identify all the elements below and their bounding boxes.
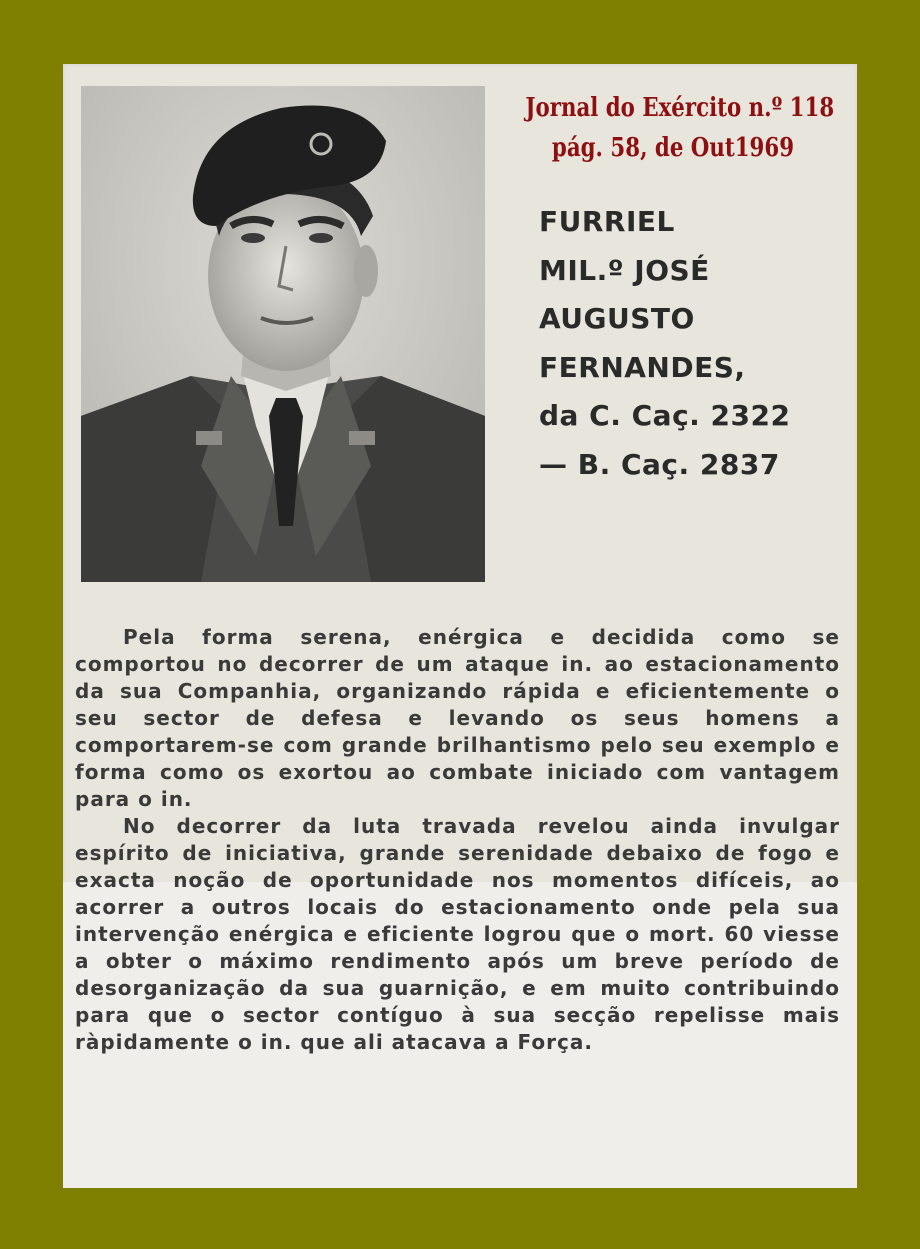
- article-paragraph: Pela forma serena, enérgica e decidida como se comportou no decorrer de um ataque in. ao estacionamento da sua Companhia, organizando rápida e eficientemente o seu sector de defesa e levando os seus homens a comportarem-se com grande brilhantismo pelo seu exemplo e forma como os exortou ao combate iniciado com vantagem para o in.: [75, 625, 840, 811]
- headline-line: MIL.º JOSÉ: [539, 253, 710, 287]
- soldier-portrait-icon: [81, 86, 485, 582]
- headline-line: da C. Caç. 2322: [539, 399, 791, 432]
- article-paragraph: No decorrer da luta travada revelou ainda invulgar espírito de iniciativa, grande serenidade debaixo de fogo e exacta noção de oportunidade nos momentos difíceis, ao acorrer a outros locais do estacionamento onde pela sua intervenção enérgica e eficiente logrou que o mort. 60 viesse a obter o máximo rendimento após um breve período de desorganização da sua guarnição, e em muito contribuindo para que o sector contíguo à sua secção repelisse mais ràpidamente o in. que ali atacava a Força.: [75, 814, 840, 1054]
- soldier-headline: [539, 198, 849, 489]
- soldier-portrait-photo: [81, 86, 485, 582]
- source-caption-line-1: Jornal do Exército n.º 118: [525, 93, 835, 123]
- headline-line: — B. Caç. 2837: [539, 447, 780, 481]
- source-caption-line-2: pág. 58, de Out1969: [551, 133, 795, 163]
- newspaper-clipping: [63, 64, 857, 1188]
- headline-line: FERNANDES,: [539, 350, 746, 384]
- source-caption: [525, 88, 835, 168]
- headline-line: AUGUSTO: [539, 302, 695, 335]
- headline-line: FURRIEL: [539, 205, 675, 238]
- article-body: [75, 624, 840, 1056]
